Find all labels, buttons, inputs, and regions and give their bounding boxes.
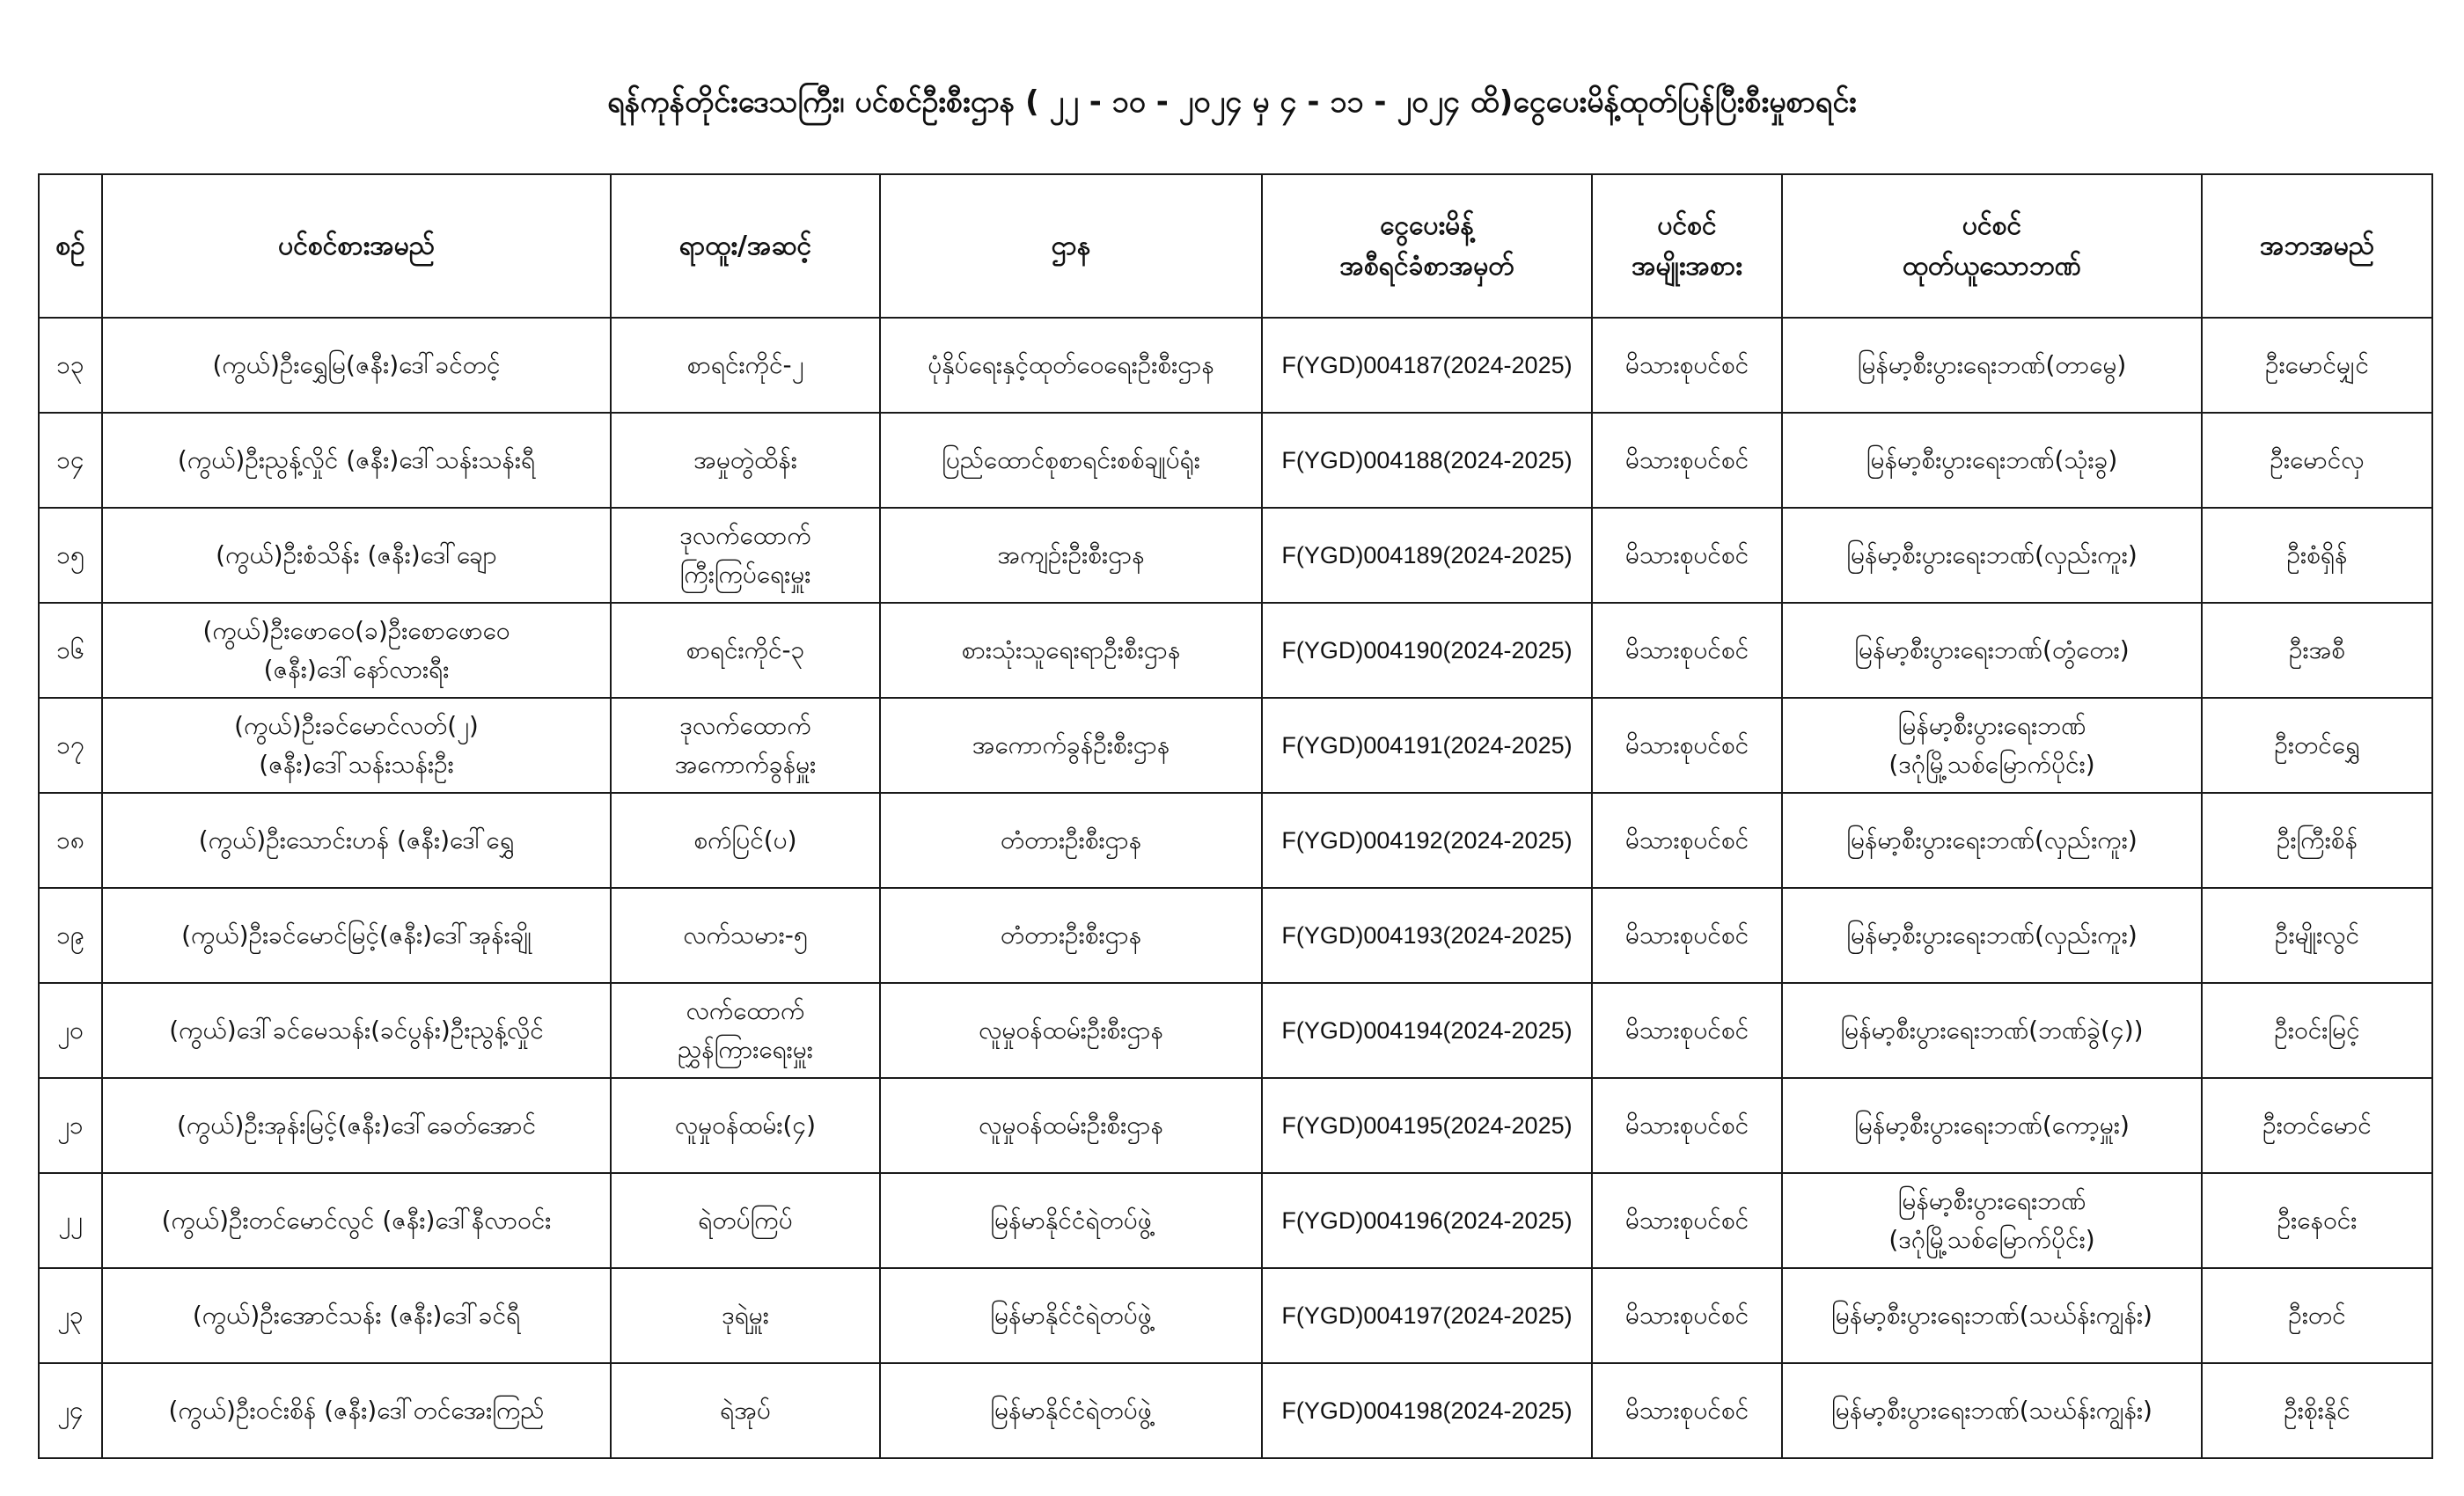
col-header-bank: ပင်စင် ထုတ်ယူသောဘဏ် [1782,174,2202,318]
cell-father-name: ဦးစံရှိန် [2202,508,2432,603]
cell-serial: ၁၃ [39,318,102,413]
table-row [39,698,2432,793]
table-row [39,1078,2432,1173]
cell-department: စားသုံးသူရေးရာဦးစီးဌာန [880,603,1262,698]
cell-position: ရဲတပ်ကြပ် [611,1173,880,1268]
table-header [39,174,2432,318]
cell-father-name: ဦးတင်မောင် [2202,1078,2432,1173]
cell-department: ပြည်ထောင်စုစာရင်းစစ်ချုပ်ရုံး [880,413,1262,508]
table-row [39,1173,2432,1268]
cell-department: မြန်မာနိုင်ငံရဲတပ်ဖွဲ့ [880,1268,1262,1363]
cell-pension-type: မိသားစုပင်စင် [1592,1173,1782,1268]
cell-department: အကောက်ခွန်ဦးစီးဌာန [880,698,1262,793]
cell-position: စာရင်းကိုင်-၃ [611,603,880,698]
cell-serial: ၂၁ [39,1078,102,1173]
col-header-serial: စဉ် [39,174,102,318]
cell-pension-type: မိသားစုပင်စင် [1592,1363,1782,1458]
cell-pension-type: မိသားစုပင်စင် [1592,888,1782,983]
cell-bank: မြန်မာ့စီးပွားရေးဘဏ် (ဒဂုံမြို့သစ်မြောက်ပိုင်း) [1782,1173,2202,1268]
cell-serial: ၂၄ [39,1363,102,1458]
cell-pensioner-name: (ကွယ်)ဦးအုန်းမြင့်(ဇနီး)ဒေါ်ခေတ်အောင် [102,1078,611,1173]
cell-serial: ၁၅ [39,508,102,603]
cell-pensioner-name: (ကွယ်)ဦးရွှေမြ(ဇနီး)ဒေါ်ခင်တင့် [102,318,611,413]
cell-payment-order-no: F(YGD)004198(2024-2025) [1262,1363,1592,1458]
col-header-pension-type: ပင်စင် အမျိုးအစား [1592,174,1782,318]
table-body [39,318,2432,1458]
cell-father-name: ဦးမောင်မျှင် [2202,318,2432,413]
cell-pension-type: မိသားစုပင်စင် [1592,983,1782,1078]
table-row [39,793,2432,888]
col-header-payment-order-no: ငွေပေးမိန့် အစီရင်ခံစာအမှတ် [1262,174,1592,318]
cell-department: ပုံနှိပ်ရေးနှင့်ထုတ်ဝေရေးဦးစီးဌာန [880,318,1262,413]
cell-serial: ၁၇ [39,698,102,793]
cell-payment-order-no: F(YGD)004191(2024-2025) [1262,698,1592,793]
cell-position: ဒုလက်ထောက် ကြီးကြပ်ရေးမှူး [611,508,880,603]
table-row [39,603,2432,698]
pension-payment-table [38,173,2433,1459]
cell-serial: ၂၀ [39,983,102,1078]
cell-payment-order-no: F(YGD)004189(2024-2025) [1262,508,1592,603]
cell-bank: မြန်မာ့စီးပွားရေးဘဏ်(လှည်းကူး) [1782,508,2202,603]
cell-payment-order-no: F(YGD)004196(2024-2025) [1262,1173,1592,1268]
table-row [39,983,2432,1078]
cell-payment-order-no: F(YGD)004188(2024-2025) [1262,413,1592,508]
cell-father-name: ဦးတင်ရွှေ [2202,698,2432,793]
cell-position: ဒုလက်ထောက် အကောက်ခွန်မှူး [611,698,880,793]
cell-pensioner-name: (ကွယ်)ဦးဖောဝေ(ခ)ဦးစောဖောဝေ (ဇနီး)ဒေါ်နော်လားရီး [102,603,611,698]
cell-pensioner-name: (ကွယ်)ဦးသောင်းဟန် (ဇနီး)ဒေါ်ရွှေ [102,793,611,888]
cell-father-name: ဦးနေဝင်း [2202,1173,2432,1268]
cell-father-name: ဦးတင် [2202,1268,2432,1363]
cell-bank: မြန်မာ့စီးပွားရေးဘဏ် (ဒဂုံမြို့သစ်မြောက်ပိုင်း) [1782,698,2202,793]
cell-bank: မြန်မာ့စီးပွားရေးဘဏ်(ကော့မှူး) [1782,1078,2202,1173]
cell-position: အမှုတွဲထိန်း [611,413,880,508]
cell-bank: မြန်မာ့စီးပွားရေးဘဏ်(သုံးခွ) [1782,413,2202,508]
cell-bank: မြန်မာ့စီးပွားရေးဘဏ်(တာမွေ) [1782,318,2202,413]
col-header-pensioner-name: ပင်စင်စားအမည် [102,174,611,318]
cell-serial: ၂၃ [39,1268,102,1363]
col-header-father-name: အဘအမည် [2202,174,2432,318]
cell-bank: မြန်မာ့စီးပွားရေးဘဏ်(သဃ်န်းကျွန်း) [1782,1268,2202,1363]
cell-pension-type: မိသားစုပင်စင် [1592,413,1782,508]
cell-pensioner-name: (ကွယ်)ဦးခင်မောင်လတ်(၂) (ဇနီး)ဒေါ်သန်းသန်းဦး [102,698,611,793]
cell-position: လက်ထောက် ညွှန်ကြားရေးမှူး [611,983,880,1078]
cell-father-name: ဦးကြီးစိန် [2202,793,2432,888]
cell-payment-order-no: F(YGD)004195(2024-2025) [1262,1078,1592,1173]
cell-bank: မြန်မာ့စီးပွားရေးဘဏ်(လှည်းကူး) [1782,888,2202,983]
cell-payment-order-no: F(YGD)004190(2024-2025) [1262,603,1592,698]
cell-pension-type: မိသားစုပင်စင် [1592,1268,1782,1363]
table-row [39,318,2432,413]
col-header-position: ရာထူး/အဆင့် [611,174,880,318]
table-row [39,508,2432,603]
cell-father-name: ဦးအစီ [2202,603,2432,698]
cell-pension-type: မိသားစုပင်စင် [1592,698,1782,793]
cell-pensioner-name: (ကွယ်)ဦးတင်မောင်လွင် (ဇနီး)ဒေါ်နီလာဝင်း [102,1173,611,1268]
cell-payment-order-no: F(YGD)004192(2024-2025) [1262,793,1592,888]
cell-father-name: ဦးမျိုးလွင် [2202,888,2432,983]
table-row [39,888,2432,983]
cell-pensioner-name: (ကွယ်)ဦးညွန့်လှိုင် (ဇနီး)ဒေါ်သန်းသန်းရီ [102,413,611,508]
cell-serial: ၂၂ [39,1173,102,1268]
cell-position: လူမှုဝန်ထမ်း(၄) [611,1078,880,1173]
cell-serial: ၁၈ [39,793,102,888]
cell-serial: ၁၉ [39,888,102,983]
cell-bank: မြန်မာ့စီးပွားရေးဘဏ်(သဃ်န်းကျွန်း) [1782,1363,2202,1458]
table-row [39,1363,2432,1458]
header-row [39,174,2432,318]
cell-department: မြန်မာနိုင်ငံရဲတပ်ဖွဲ့ [880,1173,1262,1268]
cell-department: လူမှုဝန်ထမ်းဦးစီးဌာန [880,983,1262,1078]
cell-department: တံတားဦးစီးဌာန [880,888,1262,983]
cell-department: လူမှုဝန်ထမ်းဦးစီးဌာန [880,1078,1262,1173]
cell-department: တံတားဦးစီးဌာန [880,793,1262,888]
cell-payment-order-no: F(YGD)004187(2024-2025) [1262,318,1592,413]
cell-position: လက်သမား-၅ [611,888,880,983]
cell-payment-order-no: F(YGD)004194(2024-2025) [1262,983,1592,1078]
cell-pension-type: မိသားစုပင်စင် [1592,318,1782,413]
cell-payment-order-no: F(YGD)004193(2024-2025) [1262,888,1592,983]
cell-payment-order-no: F(YGD)004197(2024-2025) [1262,1268,1592,1363]
cell-pension-type: မိသားစုပင်စင် [1592,508,1782,603]
cell-pensioner-name: (ကွယ်)ဦးအောင်သန်း (ဇနီး)ဒေါ်ခင်ရီ [102,1268,611,1363]
cell-father-name: ဦးဝင်းမြင့် [2202,983,2432,1078]
col-header-department: ဌာန [880,174,1262,318]
cell-position: စက်ပြင်(ပ) [611,793,880,888]
cell-position: ရဲအုပ် [611,1363,880,1458]
cell-serial: ၁၆ [39,603,102,698]
cell-father-name: ဦးစိုးနိုင် [2202,1363,2432,1458]
cell-bank: မြန်မာ့စီးပွားရေးဘဏ်(လှည်းကူး) [1782,793,2202,888]
cell-father-name: ဦးမောင်လှ [2202,413,2432,508]
cell-pensioner-name: (ကွယ်)ဦးခင်မောင်မြင့်(ဇနီး)ဒေါ်အုန်းချို [102,888,611,983]
cell-bank: မြန်မာ့စီးပွားရေးဘဏ်(ဘဏ်ခွဲ(၄)) [1782,983,2202,1078]
cell-serial: ၁၄ [39,413,102,508]
cell-department: အကျဉ်းဦးစီးဌာန [880,508,1262,603]
table-row [39,413,2432,508]
cell-pension-type: မိသားစုပင်စင် [1592,1078,1782,1173]
cell-position: ဒုရဲမှူး [611,1268,880,1363]
cell-pensioner-name: (ကွယ်)ဦးဝင်းစိန် (ဇနီး)ဒေါ်တင်အေးကြည် [102,1363,611,1458]
page-title: ရန်ကုန်တိုင်းဒေသကြီး၊ ပင်စင်ဦးစီးဌာန ( ၂၂ - ၁၀ - ၂၀၂၄ မှ ၄ - ၁၁ - ၂၀၂၄ ထိ)ငွေပေးမိန့်ထုတ်ပြန်ပြီးစီးမှုစာရင်း [607,84,1857,120]
cell-pension-type: မိသားစုပင်စင် [1592,603,1782,698]
cell-pensioner-name: (ကွယ်)ဦးစံသိန်း (ဇနီး)ဒေါ်ချော [102,508,611,603]
cell-department: မြန်မာနိုင်ငံရဲတပ်ဖွဲ့ [880,1363,1262,1458]
cell-bank: မြန်မာ့စီးပွားရေးဘဏ်(တွံတေး) [1782,603,2202,698]
cell-pension-type: မိသားစုပင်စင် [1592,793,1782,888]
table-row [39,1268,2432,1363]
cell-position: စာရင်းကိုင်-၂ [611,318,880,413]
cell-pensioner-name: (ကွယ်)ဒေါ်ခင်မေသန်း(ခင်ပွန်း)ဦးညွန့်လှိုင် [102,983,611,1078]
